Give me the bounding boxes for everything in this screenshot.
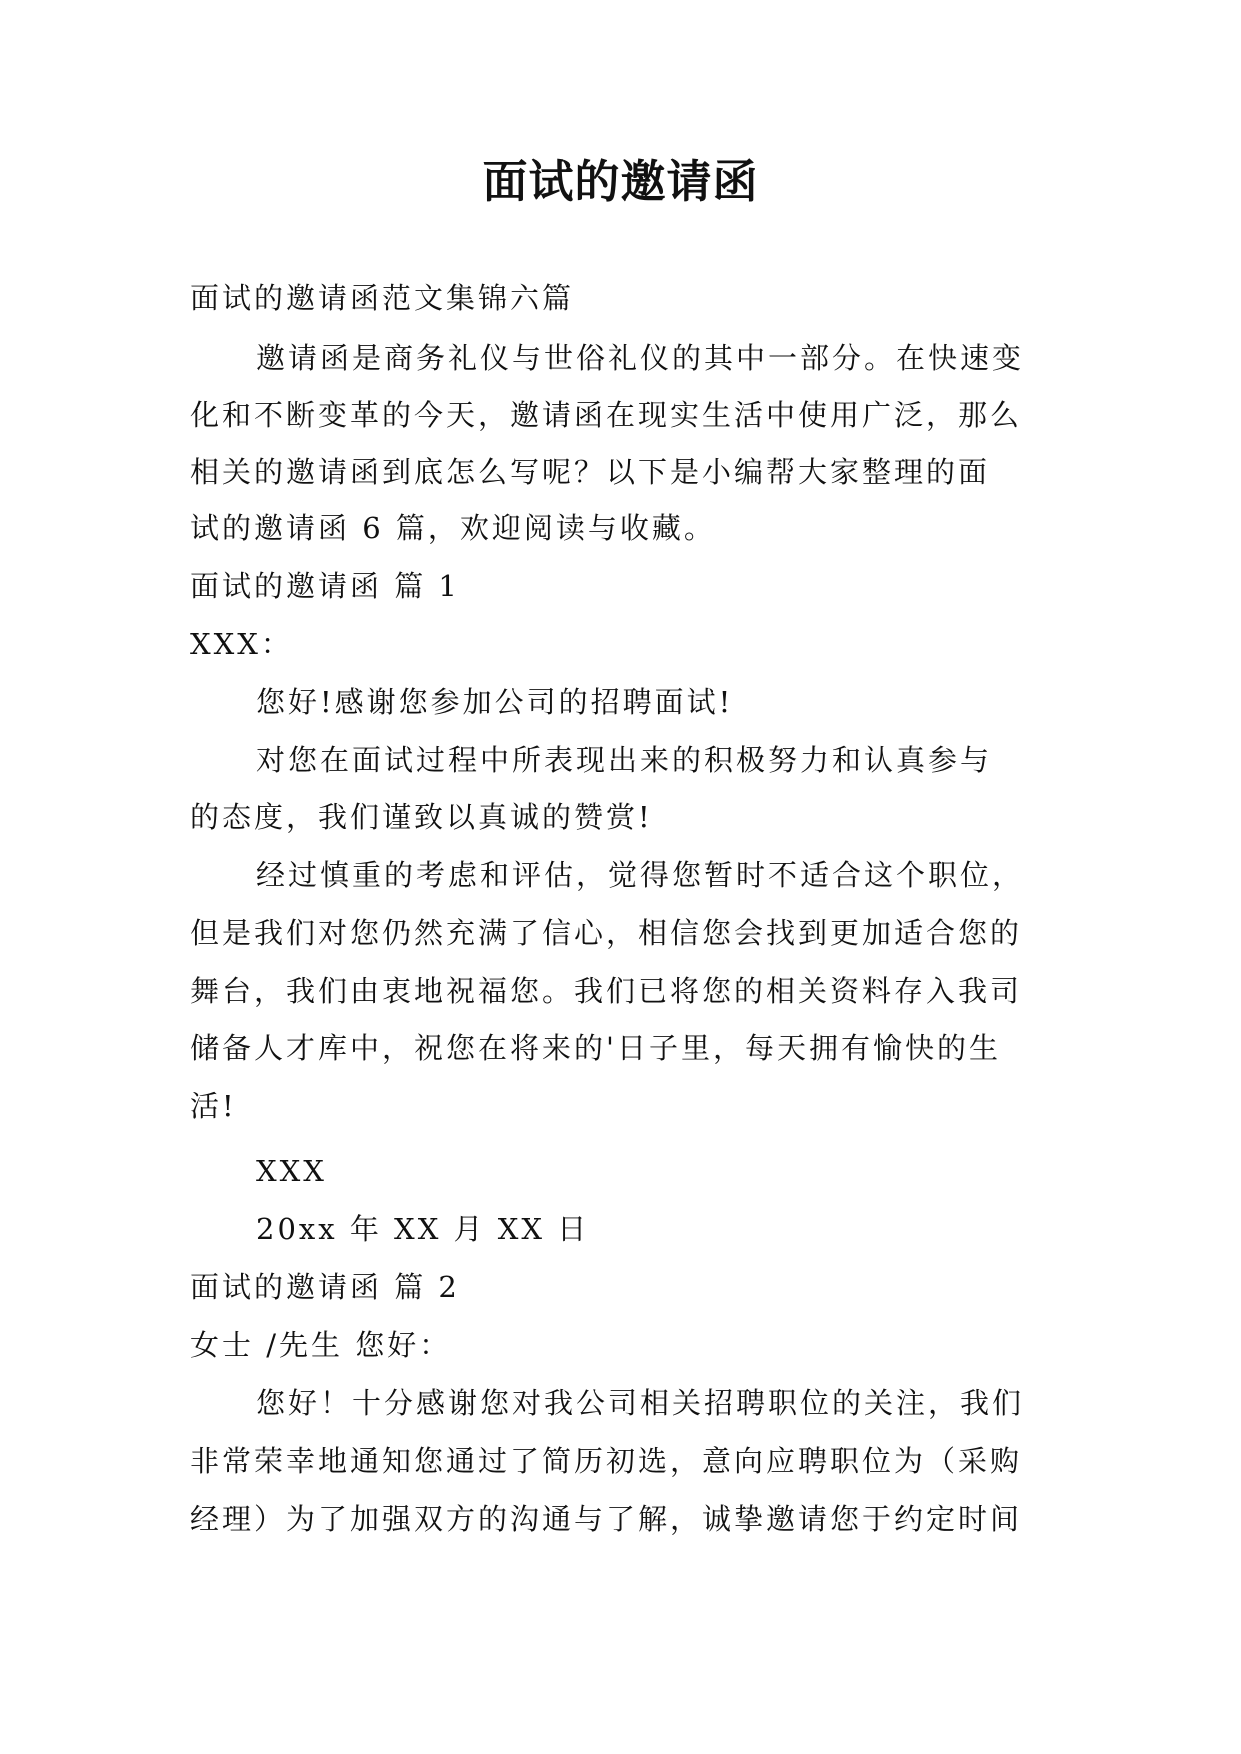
salutation-line: 女士 /先生 您好： — [190, 1328, 452, 1362]
document-title: 面试的邀请函 — [482, 155, 759, 208]
intro-line: 邀请函是商务礼仪与世俗礼仪的其中一部分。在快速变 — [256, 341, 1025, 375]
subtitle-line: 面试的邀请函范文集锦六篇 — [190, 281, 575, 315]
body-line: 经理）为了加强双方的沟通与了解，诚挚邀请您于约定时间 — [190, 1502, 1023, 1536]
body-line: 舞台，我们由衷地祝福您。我们已将您的相关资料存入我司 — [190, 974, 1023, 1008]
section-heading-2: 面试的邀请函 篇 2 — [190, 1270, 460, 1304]
intro-line: 相关的邀请函到底怎么写呢？以下是小编帮大家整理的面 — [190, 455, 991, 489]
body-line: 对您在面试过程中所表现出来的积极努力和认真参与 — [256, 743, 993, 777]
intro-line: 化和不断变革的今天，邀请函在现实生活中使用广泛，那么 — [190, 398, 1023, 432]
body-line: 活! — [190, 1089, 237, 1123]
body-line: 非常荣幸地通知您通过了简历初选，意向应聘职位为（采购 — [190, 1444, 1023, 1478]
salutation-line: XXX： — [190, 627, 293, 661]
intro-line: 试的邀请函 6 篇，欢迎阅读与收藏。 — [190, 511, 716, 545]
body-line: 您好！十分感谢您对我公司相关招聘职位的关注，我们 — [256, 1386, 1025, 1420]
body-line: 但是我们对您仍然充满了信心，相信您会找到更加适合您的 — [190, 916, 1023, 950]
body-line: 的态度，我们谨致以真诚的赞赏! — [190, 800, 653, 834]
section-heading-1: 面试的邀请函 篇 1 — [190, 569, 460, 603]
body-line: 经过慎重的考虑和评估，觉得您暂时不适合这个职位， — [256, 858, 1025, 892]
date-line: 20xx 年 XX 月 XX 日 — [256, 1212, 590, 1246]
body-line: 储备人才库中，祝您在将来的'日子里，每天拥有愉快的生 — [190, 1031, 1001, 1065]
body-line: 您好!感谢您参加公司的招聘面试! — [256, 685, 734, 719]
signature-line: XXX — [256, 1154, 327, 1188]
